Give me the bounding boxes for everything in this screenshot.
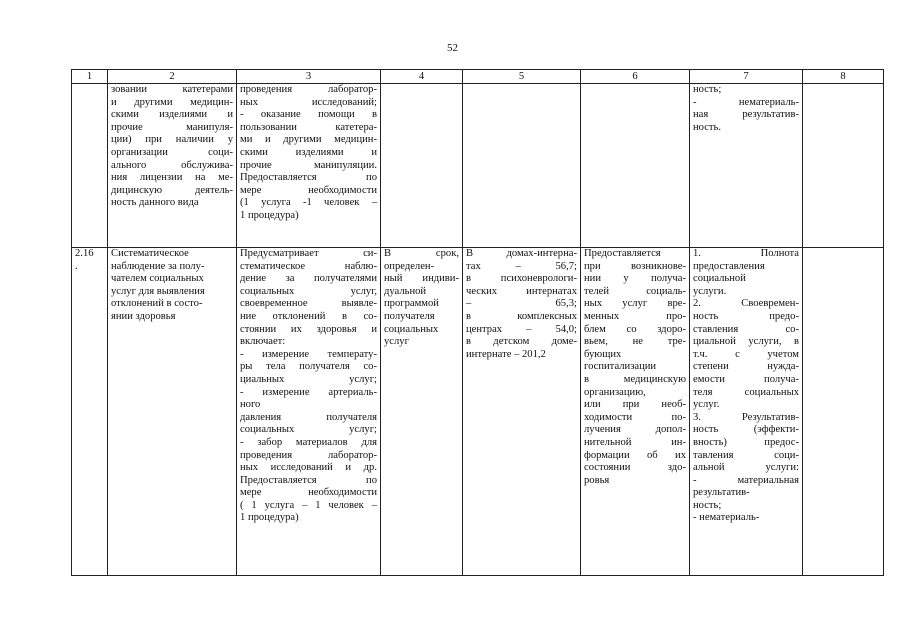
cell-line: интернате – 201,2 — [466, 348, 546, 360]
cell-line: В срок, — [384, 248, 459, 259]
cell-line: 1 процедура) — [240, 209, 299, 221]
cell-line: . — [75, 260, 78, 272]
cell-line: Предоставляется по — [240, 474, 377, 486]
cell-line: социальных — [384, 323, 439, 335]
cell-line: (1 услуга -1 человек – — [240, 197, 377, 209]
cell-line: ровья — [584, 474, 610, 486]
cell-line: социальных услуг; — [240, 424, 377, 436]
cell-line: лучения допол- — [584, 424, 686, 436]
cell-line: скими изделиями и — [240, 146, 377, 158]
cell-line: ность; — [693, 499, 722, 511]
cell-line: вьем, не тре- — [584, 336, 686, 348]
cell-line: стоянии их здоровья и — [240, 323, 377, 335]
cell-line: дицинскую деятель- — [111, 184, 233, 196]
cell-line: пользовании катетера- — [240, 121, 377, 133]
cell-line: ходимости по- — [584, 411, 686, 423]
cell-line: 3. Результатив- — [693, 411, 799, 423]
cell-line: ная результатив- — [693, 109, 799, 121]
column-header: 4 — [381, 70, 463, 84]
cell-line: определен- — [384, 260, 435, 272]
cell-line: ных исследований; — [240, 96, 377, 108]
cell-line: дение за получателями — [240, 273, 377, 285]
cell-extra — [803, 248, 884, 576]
cell-line: - измерение температу- — [240, 348, 377, 360]
cell-line: телей социаль- — [584, 285, 686, 297]
cell-line: получателя — [384, 310, 435, 322]
cell-line: ального обслужива- — [111, 159, 233, 171]
cell-line: 2. Своевремен- — [693, 298, 799, 310]
cell-quality-indicators — [690, 84, 803, 248]
cell-line: в детском доме- — [466, 336, 577, 348]
cell-line: - нематериаль- — [693, 96, 799, 108]
cell-line: альной услуги: — [693, 462, 799, 474]
cell-line: - оказание помощи в — [240, 109, 377, 121]
cell-number — [72, 248, 108, 576]
cell-line: ческих интернатах — [466, 285, 577, 297]
cell-line: нительной ин- — [584, 436, 686, 448]
cell-line: социальных услуг, — [240, 285, 377, 297]
cell-line: циальной услуги, в — [693, 336, 799, 348]
column-header: 8 — [803, 70, 884, 84]
cell-line: В домах-интерна- — [466, 248, 577, 259]
cell-line: вность) предос- — [693, 436, 799, 448]
cell-line: наблюдение за полу- — [111, 260, 205, 272]
cell-tariff — [463, 248, 581, 576]
cell-line: ры тела получателя со- — [240, 361, 377, 373]
table-row-continued — [72, 84, 884, 248]
cell-line: ных услуг вре- — [584, 298, 686, 310]
cell-line: ставления со- — [693, 323, 799, 335]
column-header: 6 — [581, 70, 690, 84]
cell-line: услуг — [384, 336, 409, 348]
cell-line: госпитализации — [584, 361, 657, 373]
cell-line: ния лицензии на ме- — [111, 172, 233, 184]
cell-tariff — [463, 84, 581, 248]
cell-line: и другими медицин- — [111, 96, 233, 108]
cell-line: менных про- — [584, 310, 686, 322]
cell-line: зовании катетерами — [111, 84, 233, 95]
cell-line: социальной — [693, 273, 746, 285]
cell-line: ность предо- — [693, 310, 799, 322]
cell-conditions — [581, 84, 690, 248]
cell-term — [381, 248, 463, 576]
cell-line: - измерение артериаль- — [240, 386, 377, 398]
cell-term — [381, 84, 463, 248]
cell-line: Предоставляется — [584, 248, 661, 259]
cell-line: – 65,3; — [466, 298, 577, 310]
cell-line: тах – 56,7; — [466, 260, 577, 272]
table-row-2-16 — [72, 248, 884, 576]
header-row — [72, 70, 884, 84]
cell-line: ность; — [693, 84, 722, 95]
cell-line: - материальная — [693, 474, 799, 486]
cell-line: результатив- — [693, 487, 750, 499]
cell-line: организации соци- — [111, 146, 233, 158]
cell-line: дуальной — [384, 285, 427, 297]
cell-line: блем со здоро- — [584, 323, 686, 335]
cell-line: ми и другими медицин- — [240, 134, 377, 146]
cell-line: тавления соци- — [693, 449, 799, 461]
cell-line: 2.16 — [75, 248, 94, 259]
cell-line: циальных услуг; — [240, 373, 377, 385]
cell-line: ( 1 услуга – 1 человек – — [240, 499, 377, 511]
cell-line: своевременное выявле- — [240, 298, 377, 310]
page-number: 52 — [447, 42, 458, 54]
cell-line: ность. — [693, 121, 722, 133]
cell-line: ных исследований и др. — [240, 462, 377, 474]
cell-line: программой — [384, 298, 439, 310]
column-header: 5 — [463, 70, 581, 84]
cell-line: ние отклонений в со- — [240, 310, 377, 322]
cell-line: стематическое наблю- — [240, 260, 377, 272]
cell-line: ного — [240, 399, 261, 411]
cell-conditions — [581, 248, 690, 576]
cell-line: скими изделиями и — [111, 109, 233, 121]
cell-line: состоянии здо- — [584, 462, 686, 474]
cell-line: формации об их — [584, 449, 686, 461]
cell-line: в психоневрологи- — [466, 273, 577, 285]
cell-line: предоставления — [693, 260, 765, 272]
column-header: 1 — [72, 70, 108, 84]
cell-line: ции) при наличии у — [111, 134, 233, 146]
cell-line: при возникнове- — [584, 260, 686, 272]
cell-line: организацию, — [584, 386, 646, 398]
cell-line: степени нужда- — [693, 361, 799, 373]
cell-service-name — [108, 84, 237, 248]
column-header: 7 — [690, 70, 803, 84]
cell-line: бующих — [584, 348, 622, 360]
cell-quality-indicators — [690, 248, 803, 576]
cell-line: Систематическое — [111, 248, 189, 259]
cell-line: 1. Полнота — [693, 248, 799, 259]
cell-line: емости получа- — [693, 373, 799, 385]
cell-line: ность данного вида — [111, 197, 199, 209]
cell-line: ность (эффекти- — [693, 424, 799, 436]
cell-line: прочие манипуляции. — [240, 159, 377, 171]
services-table — [71, 69, 884, 576]
cell-line: - забор материалов для — [240, 436, 377, 448]
cell-service-description — [237, 84, 381, 248]
cell-line: услуги. — [693, 285, 727, 297]
cell-line: Предоставляется по — [240, 172, 377, 184]
cell-line: услуг для выявления — [111, 285, 205, 297]
column-header: 2 — [108, 70, 237, 84]
cell-line: включает: — [240, 336, 286, 348]
column-header: 3 — [237, 70, 381, 84]
cell-line: т.ч. с учетом — [693, 348, 799, 360]
cell-line: мере необходимости — [240, 184, 377, 196]
cell-line: теля социальных — [693, 386, 799, 398]
cell-line: - нематериаль- — [693, 512, 760, 524]
cell-line: проведения лаборатор- — [240, 449, 377, 461]
cell-line: центрах – 54,0; — [466, 323, 577, 335]
cell-line: услуг. — [693, 399, 720, 411]
cell-service-name — [108, 248, 237, 576]
cell-line: мере необходимости — [240, 487, 377, 499]
cell-line: или при необ- — [584, 399, 686, 411]
cell-line: янии здоровья — [111, 310, 176, 322]
cell-line: отклонений в состо- — [111, 298, 203, 310]
cell-extra — [803, 84, 884, 248]
cell-line: Предусматривает си- — [240, 248, 377, 259]
cell-number — [72, 84, 108, 248]
cell-line: прочие манипуля- — [111, 121, 233, 133]
cell-line: нии у получа- — [584, 273, 686, 285]
cell-line: давления получателя — [240, 411, 377, 423]
cell-line: чателем социальных — [111, 273, 204, 285]
cell-line: ный индиви- — [384, 273, 459, 285]
cell-line: в комплексных — [466, 310, 577, 322]
cell-line: в медицинскую — [584, 373, 686, 385]
cell-service-description — [237, 248, 381, 576]
cell-line: 1 процедура) — [240, 512, 299, 524]
cell-line: проведения лаборатор- — [240, 84, 377, 95]
